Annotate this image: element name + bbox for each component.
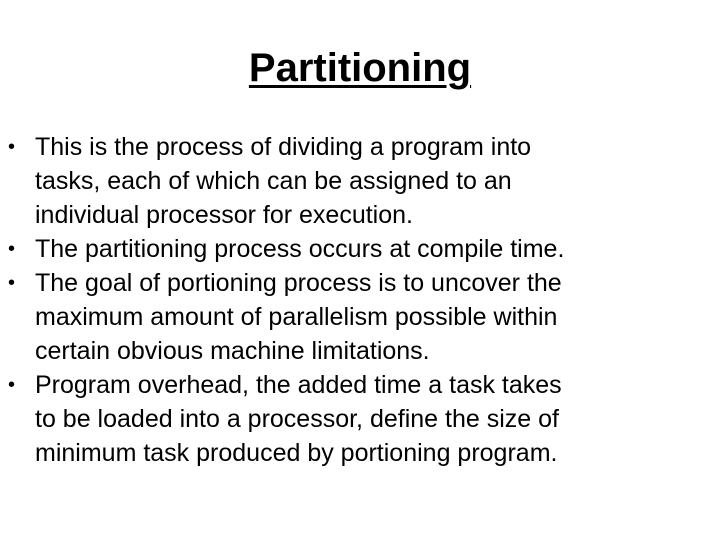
bullet-item: [0, 232, 720, 266]
slide-title: [0, 44, 720, 92]
bullet-dot: •: [8, 238, 16, 260]
bullet-item: [0, 368, 720, 470]
bullet-line: minimum task produced by portioning program.: [35, 439, 558, 467]
bullet-line: maximum amount of parallelism possible within: [35, 303, 558, 331]
bullet-line: to be loaded into a processor, define the size of: [35, 405, 559, 433]
bullet-line: individual processor for execution.: [35, 201, 413, 229]
bullet-line: This is the process of dividing a program into: [35, 133, 532, 161]
bullet-line: The partitioning process occurs at compile time.: [35, 235, 565, 263]
bullet-dot: •: [8, 136, 16, 158]
bullet-item: [0, 266, 720, 368]
slide-title-text: Partitioning: [248, 46, 472, 90]
bullet-line: tasks, each of which can be assigned to an: [35, 167, 512, 195]
bullet-item: [0, 130, 720, 232]
bullet-line: Program overhead, the added time a task takes: [35, 371, 562, 399]
bullet-line: certain obvious machine limitations.: [35, 337, 430, 365]
bullet-line: The goal of portioning process is to uncover the: [35, 269, 562, 297]
bullet-dot: •: [8, 374, 16, 396]
bullet-list: [0, 130, 720, 470]
bullet-dot: •: [8, 272, 16, 294]
